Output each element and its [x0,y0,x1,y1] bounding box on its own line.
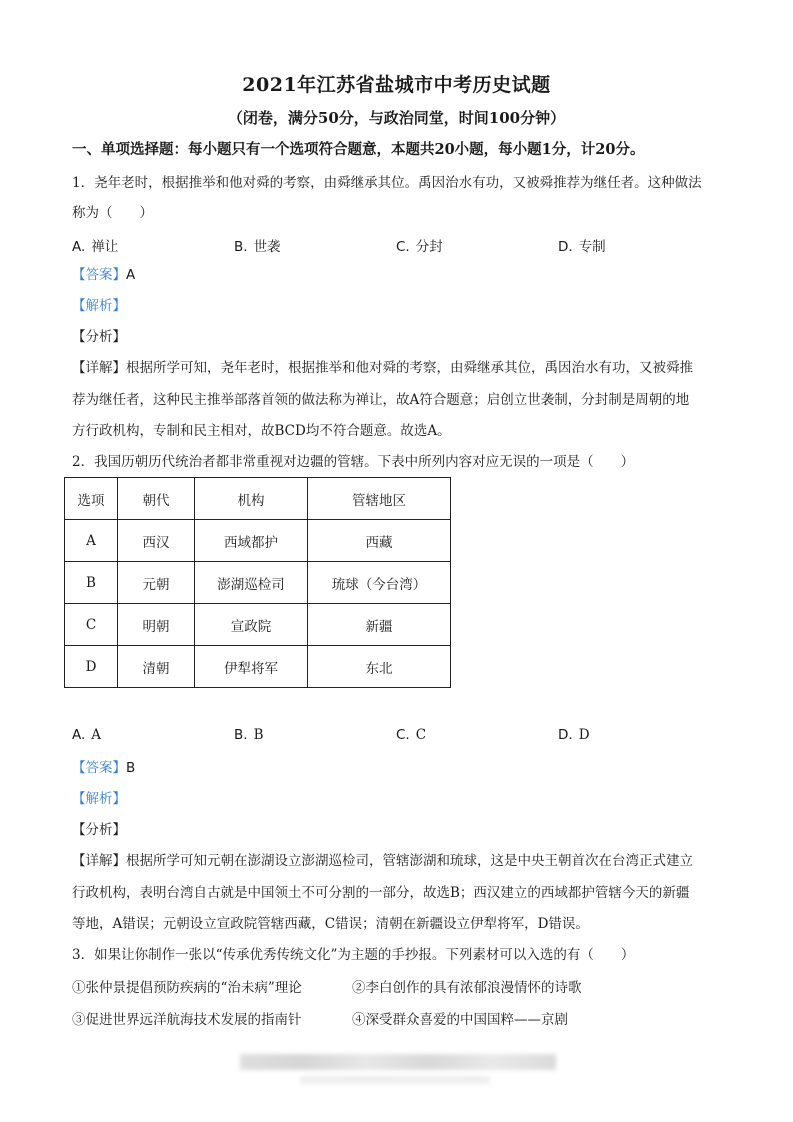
q2-stem: 2．我国历朝历代统治者都非常重视对边疆的管辖。下表中所列内容对应无误的一项是（ ） [72,454,635,470]
q1-option-d: D. 专制 [558,239,606,255]
table-cell: 澎湖巡检司 [195,562,308,604]
table-header-cell: 机构 [195,478,308,520]
q2-option-c: C. C [396,727,427,743]
page-subtitle: （闭卷，满分50分，与政治同堂，时间100分钟） [227,109,566,127]
q1-stem-line1: 1．尧年老时，根据推举和他对舜的考察，由舜继承其位。禹因治水有功，又被舜推荐为继任者。这种做法 [72,175,702,191]
table-header-cell: 朝代 [118,478,195,520]
table-cell: A [65,520,118,562]
q1-answer: 【答案】A [72,267,136,283]
table-cell: 明朝 [118,604,195,646]
table-cell: 西域都护 [195,520,308,562]
q2-detail-line1: 【详解】根据所学可知元朝在澎湖设立澎湖巡检司，管辖澎湖和琉球，这是中央王朝首次在台湾正式建立 [72,853,693,869]
q3-item-2: ②李白创作的具有浓郁浪漫情怀的诗歌 [352,980,582,996]
table-cell: 西汉 [118,520,195,562]
q1-detail-line2: 荐为继任者，这种民主推举部落首领的做法称为禅让，故A符合题意；启创立世袭制，分封制是周朝的地 [72,392,690,408]
q2-detail-line2: 行政机构，表明台湾自古就是中国领土不可分割的一部分，故选B；西汉建立的西域都护管辖今天的新疆 [72,885,690,901]
table-cell: 东北 [308,646,451,688]
q1-option-b: B. 世袭 [234,239,281,255]
table-cell: 西藏 [308,520,451,562]
q2-answer: 【答案】B [72,760,136,776]
q3-item-3: ③促进世界远洋航海技术发展的指南针 [72,1012,302,1028]
q1-detail-line1: 【详解】根据所学可知，尧年老时，根据推举和他对舜的考察，由舜继承其位，禹因治水有功，又被舜推 [72,360,693,376]
table-header-cell: 管辖地区 [308,478,451,520]
blurred-footer-watermark [240,1054,556,1070]
q1-detail-line3: 方行政机构，专制和民主相对，故BCD均不符合题意。故选A。 [72,423,451,439]
q3-item-1: ①张仲景提倡预防疾病的“治未病”理论 [72,980,302,996]
table-cell: 伊犁将军 [195,646,308,688]
table-row [65,604,451,646]
q1-option-c: C. 分封 [396,239,443,255]
q3-stem: 3．如果让你制作一张以“传承优秀传统文化”为主题的手抄报。下列素材可以入选的有（ ） [72,947,635,963]
blurred-footer-watermark-sub [300,1076,490,1084]
table-header-row [65,478,451,520]
q2-option-d: D. D [558,727,590,743]
table-cell: C [65,604,118,646]
table-row [65,562,451,604]
table-row [65,646,451,688]
table-cell: D [65,646,118,688]
q2-jiexi-tag: 【解析】 [72,791,126,807]
q1-fenxi-tag: 【分析】 [72,329,126,345]
table-cell: 清朝 [118,646,195,688]
section-heading: 一、单项选择题：每小题只有一个选项符合题意，本题共20小题，每小题1分，计20分。 [72,141,645,158]
q2-detail-line3: 等地，A错误；元朝设立宣政院管辖西藏，C错误；清朝在新疆设立伊犁将军，D错误。 [72,916,589,932]
q2-option-b: B. B [234,727,264,743]
table-cell: 元朝 [118,562,195,604]
table-cell: B [65,562,118,604]
page-title: 2021年江苏省盐城市中考历史试题 [242,74,551,96]
q1-stem-line2: 称为（ ） [72,205,153,221]
table-cell: 琉球（今台湾） [308,562,451,604]
q2-table [64,477,451,688]
table-row [65,520,451,562]
table-header-cell: 选项 [65,478,118,520]
q3-item-4: ④深受群众喜爱的中国国粹——京剧 [352,1012,568,1028]
q1-jiexi-tag: 【解析】 [72,298,126,314]
table-cell: 宣政院 [195,604,308,646]
q2-fenxi-tag: 【分析】 [72,822,126,838]
q2-option-a: A. A [72,727,102,743]
table-cell: 新疆 [308,604,451,646]
q1-option-a: A. 禅让 [72,239,119,255]
